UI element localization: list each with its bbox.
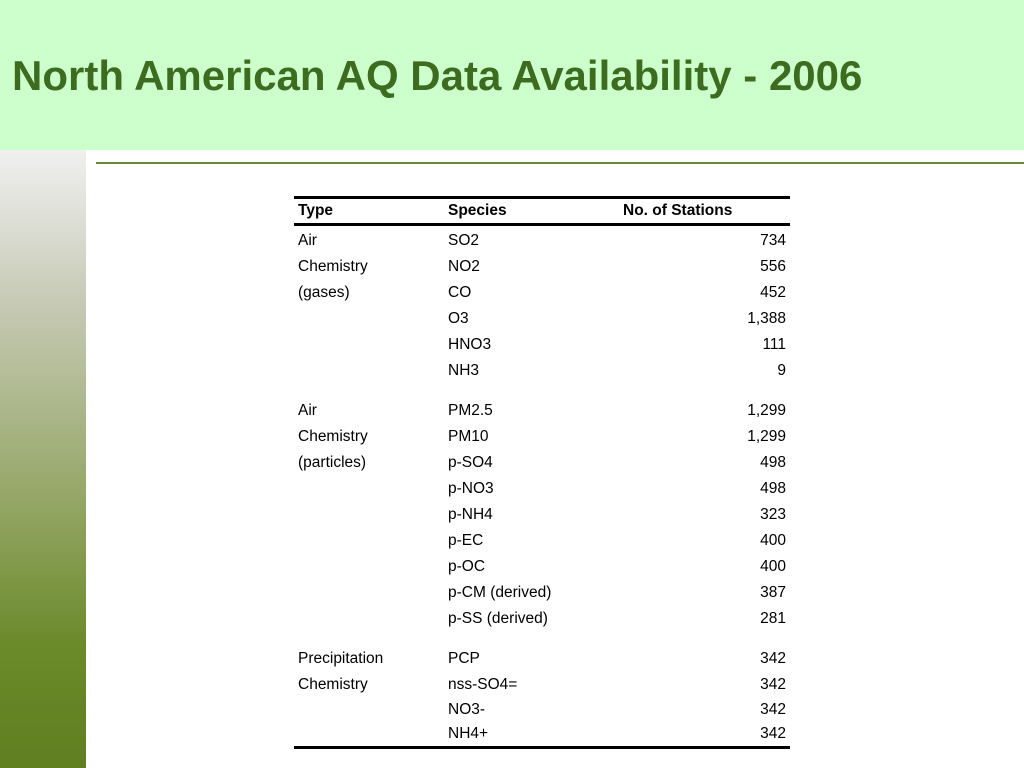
type-label: (particles): [298, 454, 367, 471]
title-divider: [96, 162, 1024, 164]
species-cell: SO2: [448, 232, 480, 249]
table-header-row: [294, 199, 790, 223]
stations-cell: 1,299: [747, 428, 786, 445]
table-row: [294, 398, 790, 424]
table-row: [294, 306, 790, 332]
type-label: Air: [298, 232, 317, 249]
table-row: [294, 280, 790, 306]
stations-cell: 452: [760, 284, 786, 301]
stations-cell: 342: [760, 701, 786, 718]
table-group-particles: [294, 398, 790, 632]
species-cell: p-NH4: [448, 506, 493, 523]
stations-cell: 498: [760, 480, 786, 497]
stations-cell: 342: [760, 676, 786, 693]
stations-cell: 387: [760, 584, 786, 601]
species-cell: p-EC: [448, 532, 484, 549]
type-label: Air: [298, 402, 317, 419]
table-row: [294, 554, 790, 580]
stations-cell: 400: [760, 558, 786, 575]
species-cell: NO2: [448, 258, 480, 275]
species-cell: p-SO4: [448, 454, 493, 471]
species-cell: p-NO3: [448, 480, 494, 497]
stations-cell: 498: [760, 454, 786, 471]
species-cell: HNO3: [448, 336, 492, 353]
station-table: [294, 196, 790, 749]
stations-cell: 9: [777, 362, 786, 379]
species-cell: p-OC: [448, 558, 486, 575]
species-cell: p-CM (derived): [448, 584, 552, 601]
stations-cell: 556: [760, 258, 786, 275]
table-row: [294, 358, 790, 384]
table-group-gases: [294, 228, 790, 384]
table-row: [294, 502, 790, 528]
type-label: Chemistry: [298, 676, 368, 693]
slide-title: North American AQ Data Availability - 2006: [12, 52, 863, 99]
table-row: [294, 698, 790, 722]
stations-cell: 1,299: [747, 402, 786, 419]
stations-cell: 1,388: [747, 310, 786, 327]
table-row: [294, 254, 790, 280]
table-group-precipitation: [294, 646, 790, 746]
table-row: [294, 606, 790, 632]
species-cell: p-SS (derived): [448, 610, 548, 627]
stations-cell: 342: [760, 650, 786, 667]
table-row: [294, 528, 790, 554]
table-row: [294, 672, 790, 698]
stations-cell: 323: [760, 506, 786, 523]
type-label: (gases): [298, 284, 350, 301]
table-row: [294, 332, 790, 358]
type-label: Precipitation: [298, 650, 384, 667]
header-type: Type: [298, 202, 334, 219]
table-row: [294, 228, 790, 254]
stations-cell: 111: [762, 336, 786, 353]
header-species: Species: [448, 202, 507, 219]
stations-cell: 281: [760, 610, 786, 627]
table-row: [294, 580, 790, 606]
type-label: Chemistry: [298, 428, 368, 445]
table-row: [294, 450, 790, 476]
species-cell: NH3: [448, 362, 480, 379]
species-cell: O3: [448, 310, 469, 327]
table-row: [294, 476, 790, 502]
species-cell: PM2.5: [448, 402, 493, 419]
decorative-side-bar: [0, 150, 86, 768]
species-cell: NO3-: [448, 701, 486, 718]
table-row: [294, 424, 790, 450]
species-cell: CO: [448, 284, 472, 301]
species-cell: PCP: [448, 650, 480, 667]
title-band: [0, 0, 1024, 150]
table-row: [294, 722, 790, 746]
table-bottom-rule: [294, 746, 790, 749]
type-label: Chemistry: [298, 258, 368, 275]
header-stations: No. of Stations: [623, 202, 733, 219]
table-row: [294, 646, 790, 672]
species-cell: nss-SO4=: [448, 676, 518, 693]
species-cell: PM10: [448, 428, 489, 445]
stations-cell: 342: [760, 725, 786, 742]
species-cell: NH4+: [448, 725, 489, 742]
stations-cell: 734: [760, 232, 786, 249]
stations-cell: 400: [760, 532, 786, 549]
